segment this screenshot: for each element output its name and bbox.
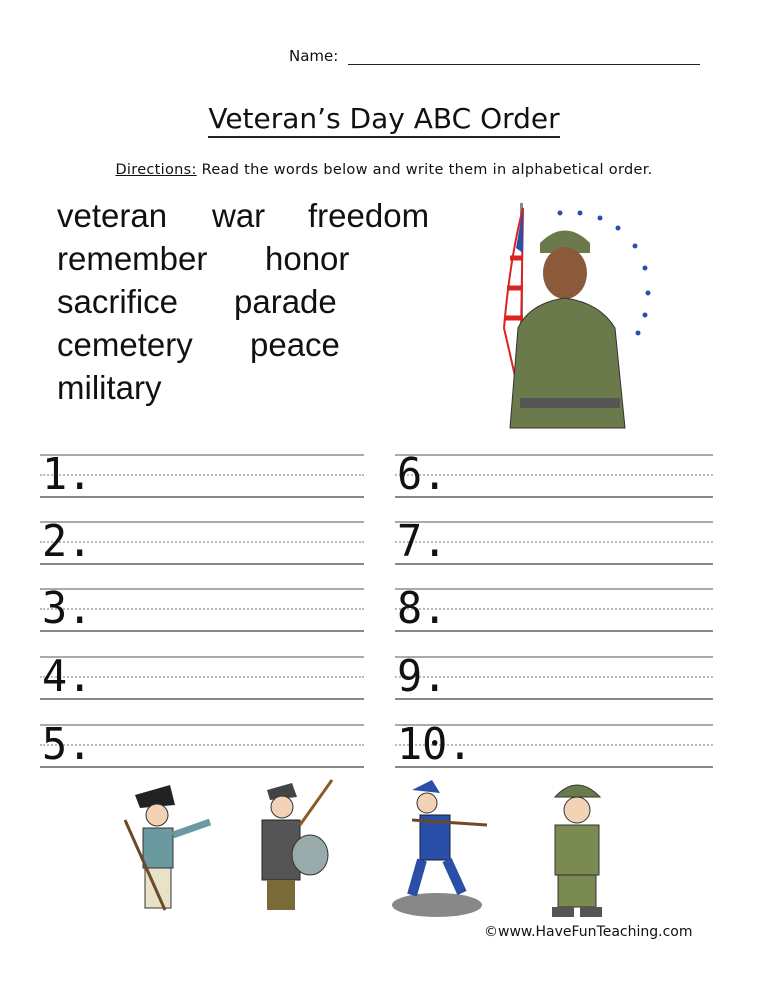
row-number: 5.	[42, 719, 93, 770]
copyright-text: ©www.HaveFunTeaching.com	[484, 924, 693, 940]
word: veteran	[57, 197, 168, 234]
answer-line-10[interactable]	[395, 719, 713, 770]
word: cemetery	[57, 326, 193, 363]
page-title	[0, 102, 768, 135]
row-number: 1.	[42, 449, 93, 500]
row-number: 7.	[397, 516, 448, 567]
row-number: 10.	[397, 719, 473, 770]
name-label: Name:	[289, 47, 339, 65]
word: war	[212, 197, 266, 234]
answer-line-3[interactable]	[40, 583, 364, 634]
word: honor	[265, 240, 350, 277]
word: peace	[250, 326, 340, 363]
directions	[0, 162, 768, 178]
word: remember	[57, 240, 208, 277]
name-field[interactable]	[348, 64, 700, 65]
soldier-with-flag-illustration	[490, 198, 660, 434]
word: sacrifice	[57, 283, 179, 320]
word: freedom	[308, 197, 430, 234]
row-number: 6.	[397, 449, 448, 500]
answer-line-6[interactable]	[395, 449, 713, 500]
row-number: 4.	[42, 651, 93, 702]
row-number: 8.	[397, 583, 448, 634]
answer-line-9[interactable]	[395, 651, 713, 702]
directions-label: Directions:	[115, 162, 197, 178]
answer-line-7[interactable]	[395, 516, 713, 567]
running-soldier-illustration	[392, 775, 492, 925]
directions-text: Read the words below and write them in alphabetical order.	[196, 162, 653, 178]
drummer-illustration	[252, 775, 337, 925]
row-number: 2.	[42, 516, 93, 567]
answer-line-4[interactable]	[40, 651, 364, 702]
revolutionary-soldier-illustration	[115, 780, 220, 920]
answer-line-8[interactable]	[395, 583, 713, 634]
answer-line-5[interactable]	[40, 719, 364, 770]
row-number: 9.	[397, 651, 448, 702]
answer-line-2[interactable]	[40, 516, 364, 567]
answer-line-1[interactable]	[40, 449, 364, 500]
word: military	[57, 369, 162, 406]
title-text: Veteran’s Day ABC Order	[208, 102, 559, 138]
army-soldier-illustration	[540, 775, 615, 925]
word: parade	[234, 283, 337, 320]
row-number: 3.	[42, 583, 93, 634]
